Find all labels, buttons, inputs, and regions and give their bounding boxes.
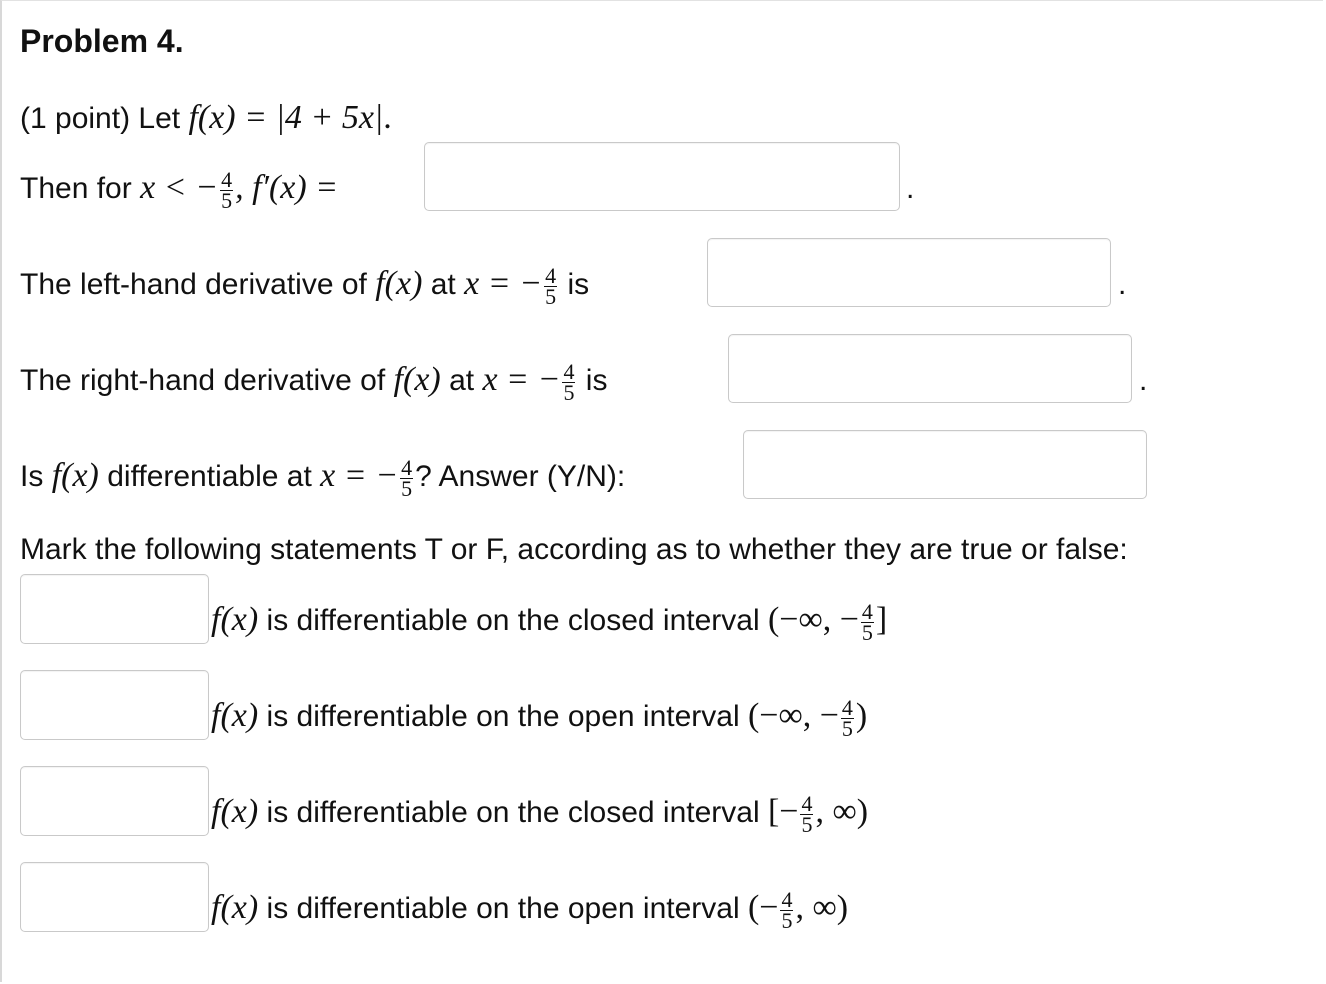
frac-num: 4 <box>401 454 413 480</box>
q4-suffix: ? Answer (Y/N): <box>415 460 626 493</box>
fraction-neg-four-fifths <box>841 694 854 741</box>
statement-4-tf-input[interactable] <box>20 862 209 932</box>
q2-math: x = − <box>464 265 543 302</box>
statement-1-close: ] <box>875 601 888 638</box>
fraction-neg-four-fifths <box>800 790 813 837</box>
statement-4 <box>211 888 848 931</box>
fraction-neg-four-fifths <box>400 454 413 501</box>
statement-2-close: ) <box>855 697 868 734</box>
frac-den: 5 <box>401 475 413 501</box>
statement-3-fx: f(x) <box>211 793 259 830</box>
frac-den: 5 <box>841 715 853 741</box>
statement-1 <box>211 600 887 643</box>
q1-prefix: Then for <box>20 172 132 205</box>
q3-text: The right-hand derivative of <box>20 364 386 397</box>
q2-at: at <box>430 268 456 301</box>
frac-den: 5 <box>545 283 557 309</box>
fraction-neg-four-fifths <box>861 598 874 645</box>
statement-2-tf-input[interactable] <box>20 670 209 740</box>
statement-1-open: (−∞, − <box>767 601 859 638</box>
statement-2-text: is differentiable on the open interval <box>266 700 740 733</box>
fraction-neg-four-fifths <box>544 262 557 309</box>
statement-1-tf-input[interactable] <box>20 574 209 644</box>
frac-num: 4 <box>841 694 853 720</box>
frac-num: 4 <box>545 262 557 288</box>
statement-4-close: , ∞) <box>795 889 849 926</box>
fraction-neg-four-fifths <box>562 358 575 405</box>
statement-3-text: is differentiable on the closed interval <box>266 796 760 829</box>
derivative-answer-input[interactable] <box>424 142 900 211</box>
q1-math: x < − <box>140 169 219 206</box>
q4-text: differentiable at <box>107 460 312 493</box>
q4-prefix: Is <box>20 460 44 493</box>
frac-den: 5 <box>563 379 575 405</box>
statement-4-fx: f(x) <box>211 889 259 926</box>
q3-is: is <box>585 364 608 397</box>
statement-2-fx: f(x) <box>211 697 259 734</box>
statement-3-open: [− <box>767 793 799 830</box>
statement-2-open: (−∞, − <box>747 697 839 734</box>
fraction-neg-four-fifths <box>220 166 233 213</box>
frac-num: 4 <box>801 790 813 816</box>
intro-prefix: (1 point) Let <box>20 102 181 135</box>
q1-after: , f′(x) = <box>235 169 339 206</box>
statement-1-text: is differentiable on the closed interval <box>266 604 760 637</box>
frac-num: 4 <box>861 598 873 624</box>
statements-instruction: Mark the following statements T or F, according as to whether they are true or false: <box>20 533 1128 566</box>
question-4 <box>20 456 625 499</box>
frac-num: 4 <box>781 886 793 912</box>
function-definition: f(x) = |4 + 5x| <box>188 99 384 136</box>
q3-math: x = − <box>482 361 561 398</box>
differentiable-yn-input[interactable] <box>743 430 1147 499</box>
intro-suffix: . <box>383 99 392 136</box>
question-2 <box>20 264 589 307</box>
q4-math: x = − <box>320 457 399 494</box>
left-hand-derivative-input[interactable] <box>707 238 1111 307</box>
frac-den: 5 <box>781 907 793 933</box>
statement-4-text: is differentiable on the open interval <box>266 892 740 925</box>
frac-den: 5 <box>221 187 233 213</box>
problem-intro <box>20 98 392 139</box>
frac-num: 4 <box>563 358 575 384</box>
statement-1-fx: f(x) <box>211 601 259 638</box>
q3-period: . <box>1139 364 1148 397</box>
question-3 <box>20 360 607 403</box>
q4-fx: f(x) <box>51 457 99 494</box>
q1-period: . <box>906 172 915 205</box>
question-1 <box>20 168 338 211</box>
q3-fx: f(x) <box>393 361 441 398</box>
fraction-neg-four-fifths <box>780 886 793 933</box>
statement-3-close: , ∞) <box>815 793 869 830</box>
statement-3-tf-input[interactable] <box>20 766 209 836</box>
q2-text: The left-hand derivative of <box>20 268 367 301</box>
problem-title: Problem 4. <box>20 23 184 59</box>
right-hand-derivative-input[interactable] <box>728 334 1132 403</box>
q2-period: . <box>1118 268 1127 301</box>
statement-2 <box>211 696 867 739</box>
q2-is: is <box>567 268 590 301</box>
q2-fx: f(x) <box>375 265 423 302</box>
q3-at: at <box>449 364 475 397</box>
frac-num: 4 <box>221 166 233 192</box>
frac-den: 5 <box>861 619 873 645</box>
frac-den: 5 <box>801 811 813 837</box>
statement-3 <box>211 792 868 835</box>
statement-4-open: (− <box>747 889 779 926</box>
